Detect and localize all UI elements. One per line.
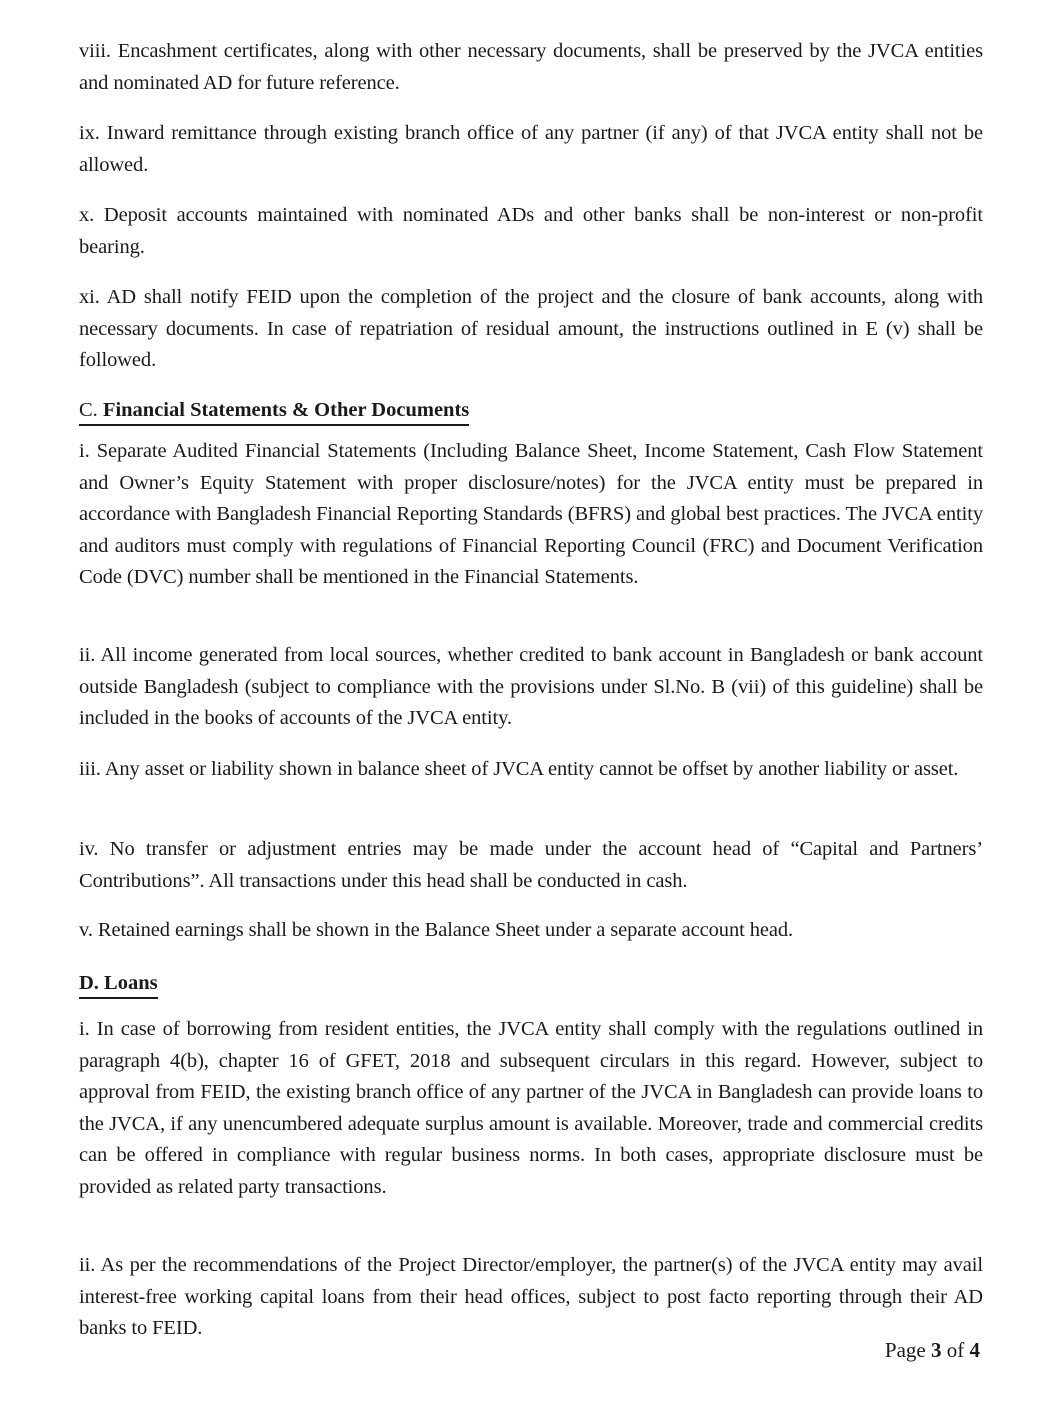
- paragraph-b-ix: ix. Inward remittance through existing branch office of any partner (if any) of that JVCA entity shall not be allowed.: [79, 122, 983, 176]
- paragraph-b-x: x. Deposit accounts maintained with nominated ADs and other banks shall be non-interest or non-profit bearing.: [79, 204, 983, 258]
- paragraph-d-i: i. In case of borrowing from resident entities, the JVCA entity shall comply with the regulations outlined in paragraph 4(b), chapter 16 of GFET, 2018 and subsequent circulars in this regard. However, subject to approval from FEID, the existing branch office of any partner of the JVCA in Bangladesh can provide loans to the JVCA, if any unencumbered adequate surplus amount is available. Moreover, trade and commercial credits can be offered in compliance with regular business norms. In both cases, appropriate disclosure must be provided as related party transactions.: [79, 1018, 983, 1198]
- paragraph-b-viii: viii. Encashment certificates, along with other necessary documents, shall be preserved by the JVCA entities and nominated AD for future reference.: [79, 40, 983, 94]
- paragraph-b-xi: xi. AD shall notify FEID upon the completion of the project and the closure of bank accounts, along with necessary documents. In case of repatriation of residual amount, the instructions outlined in E (v) shall be followed.: [79, 286, 983, 371]
- paragraph-c-ii: ii. All income generated from local sources, whether credited to bank account in Bangladesh or bank account outside Bangladesh (subject to compliance with the provisions under Sl.No. B (vii) of this guideline) shall be included in the books of accounts of the JVCA entity.: [79, 644, 983, 729]
- section-c-heading: [79, 396, 469, 426]
- paragraph-c-i: i. Separate Audited Financial Statements (Including Balance Sheet, Income Statement, Cash Flow Statement and Owner’s Equity Statement with proper disclosure/notes) for the JVCA entity must be prepared in accordance with Bangladesh Financial Reporting Standards (BFRS) and global best practices. The JVCA entity and auditors must comply with regulations of Financial Reporting Council (FRC) and Document Verification Code (DVC) number shall be mentioned in the Financial Statements.: [79, 440, 983, 588]
- paragraph-c-iv: iv. No transfer or adjustment entries may be made under the account head of “Capital and Partners’ Contributions”. All transactions under this head shall be conducted in cash.: [79, 838, 983, 892]
- section-c-title: Financial Statements & Other Documents: [102, 399, 470, 421]
- page-number: [885, 1336, 980, 1364]
- page-prefix: Page: [884, 1338, 931, 1362]
- paragraph-c-iii: iii. Any asset or liability shown in balance sheet of JVCA entity cannot be offset by another liability or asset.: [79, 758, 959, 780]
- section-d-title: D. Loans: [79, 972, 158, 994]
- paragraph-c-v: v. Retained earnings shall be shown in the Balance Sheet under a separate account head.: [79, 919, 794, 941]
- section-c-number: C.: [79, 399, 103, 421]
- page-mid: of: [941, 1338, 970, 1362]
- page-current: 3: [931, 1338, 942, 1362]
- paragraph-d-ii: ii. As per the recommendations of the Project Director/employer, the partner(s) of the JVCA entity may avail interest-free working capital loans from their head offices, subject to post facto reporting through their AD banks to FEID.: [79, 1254, 983, 1339]
- section-d-heading: [79, 969, 158, 999]
- page-total: 4: [969, 1338, 980, 1362]
